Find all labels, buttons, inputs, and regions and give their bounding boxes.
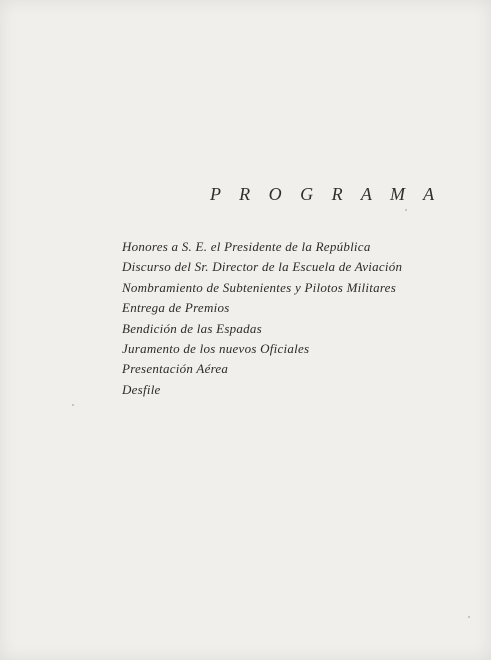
program-item-4: Entrega de Premios xyxy=(122,300,230,316)
program-item-3: Nombramiento de Subtenientes y Pilotos Militares xyxy=(122,279,397,295)
paper-speck xyxy=(72,404,74,406)
page-title: P R O G R A M A xyxy=(210,184,442,204)
program-item-2: Discurso del Sr. Director de la Escuela de Aviación xyxy=(122,259,403,275)
program-item-6: Juramento de los nuevos Oficiales xyxy=(122,341,310,357)
program-item-8: Desfile xyxy=(122,381,161,397)
paper-speck xyxy=(468,616,470,618)
program-item-1: Honores a S. E. el Presidente de la República xyxy=(122,239,371,254)
program-item-7: Presentación Aérea xyxy=(122,361,229,377)
program-item-5: Bendición de las Espadas xyxy=(122,320,262,336)
program-list xyxy=(122,237,402,400)
paper-speck xyxy=(405,209,407,211)
